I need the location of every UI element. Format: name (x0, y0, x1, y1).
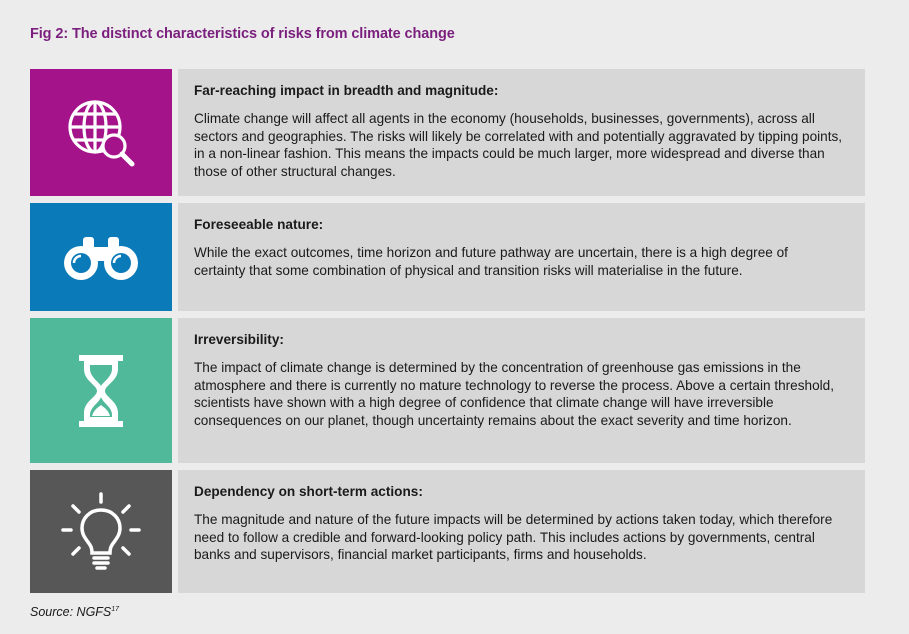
characteristic-row-foreseeable (30, 203, 865, 311)
icon-panel (30, 203, 172, 311)
globe-search-icon (65, 97, 137, 169)
characteristic-row-breadth (30, 69, 865, 196)
characteristic-text (178, 203, 865, 311)
characteristic-body: The impact of climate change is determined by the concentration of greenhouse gas emissions in the atmosphere and there is currently no mature technology to reverse the process. Above a certain threshold, scientists have shown with a high degree of confidence that climate change will have irreversible consequences on our planet, though uncertainty remains about the exact severity and time horizon. (194, 360, 835, 428)
characteristic-text (178, 470, 865, 593)
source-label: Source: NGFS (30, 605, 112, 619)
characteristic-text (178, 69, 865, 196)
lightbulb-icon (59, 490, 143, 574)
characteristic-text (178, 318, 865, 463)
characteristic-body: The magnitude and nature of the future impacts will be determined by actions taken today, which therefore need to follow a credible and forward-looking policy path. This includes actions by governments, central banks and supervisors, financial market participants, firms and households. (194, 512, 833, 563)
footnote-reference: 17 (111, 605, 120, 613)
characteristic-body: Climate change will affect all agents in the economy (households, businesses, governments), across all sectors and geographies. The risks will likely be correlated with and potentially aggravated by tipping points, in a non-linear fashion. This means the impacts could be much larger, more widespread and diverse than those of other structural changes. (194, 111, 843, 179)
icon-panel (30, 318, 172, 463)
binoculars-icon (59, 233, 143, 281)
figure-title: Fig 2: The distinct characteristics of risks from climate change (30, 26, 455, 42)
icon-panel (30, 69, 172, 196)
characteristic-title: Far-reaching impact in breadth and magnitude: (194, 83, 499, 98)
characteristic-body: While the exact outcomes, time horizon and future pathway are uncertain, there is a high degree of certainty that some combination of physical and transition risks will materialise in the future. (194, 245, 788, 278)
characteristic-row-irreversibility (30, 318, 865, 463)
characteristic-title: Dependency on short-term actions: (194, 484, 423, 499)
source-note (30, 605, 119, 619)
characteristic-row-short-term (30, 470, 865, 593)
characteristic-title: Foreseeable nature: (194, 217, 324, 232)
characteristic-title: Irreversibility: (194, 332, 284, 347)
icon-panel (30, 470, 172, 593)
hourglass-icon (75, 353, 127, 429)
